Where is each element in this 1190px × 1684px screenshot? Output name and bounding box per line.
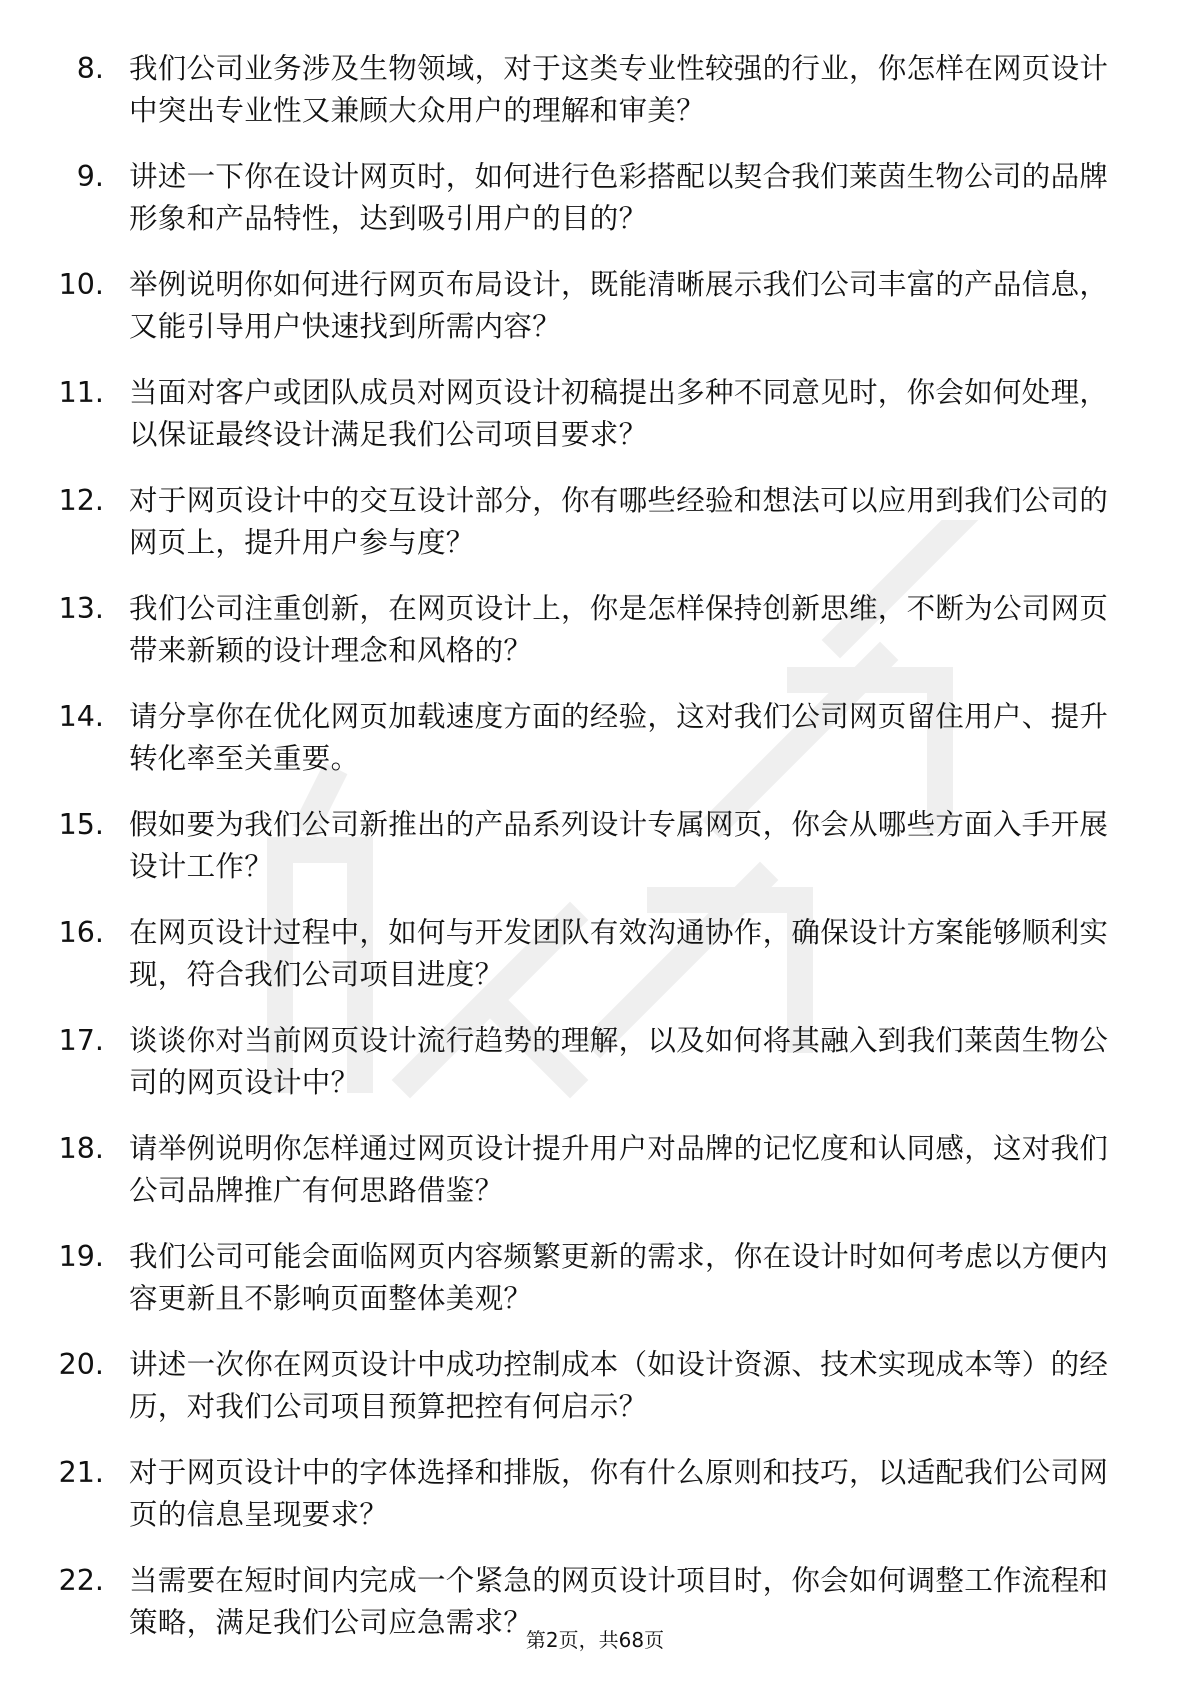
question-item <box>0 156 1190 264</box>
question-text: 请举例说明你怎样通过网页设计提升用户对品牌的记忆度和认同感，这对我们公司品牌推广有何思路借鉴？ <box>129 1132 1109 1207</box>
question-item <box>0 696 1190 804</box>
question-text: 我们公司可能会面临网页内容频繁更新的需求，你在设计时如何考虑以方便内容更新且不影响页面整体美观？ <box>129 1240 1109 1315</box>
question-number: 16. <box>58 916 104 949</box>
question-number: 20. <box>58 1348 104 1381</box>
question-item <box>0 804 1190 912</box>
question-item <box>0 480 1190 588</box>
question-item <box>0 264 1190 372</box>
question-list <box>0 48 1190 1668</box>
question-number: 14. <box>58 700 104 733</box>
question-item <box>0 1452 1190 1560</box>
question-item <box>0 912 1190 1020</box>
question-text: 在网页设计过程中，如何与开发团队有效沟通协作，确保设计方案能够顺利实现，符合我们公司项目进度？ <box>129 916 1109 991</box>
question-number: 22. <box>58 1564 104 1597</box>
question-number: 11. <box>58 376 104 409</box>
question-item <box>0 1344 1190 1452</box>
question-text: 讲述一下你在设计网页时，如何进行色彩搭配以契合我们莱茵生物公司的品牌形象和产品特性，达到吸引用户的目的？ <box>129 160 1109 235</box>
question-number: 12. <box>58 484 104 517</box>
question-number: 8. <box>76 52 104 85</box>
question-text: 我们公司注重创新，在网页设计上，你是怎样保持创新思维，不断为公司网页带来新颖的设计理念和风格的？ <box>129 592 1109 667</box>
question-text: 举例说明你如何进行网页布局设计，既能清晰展示我们公司丰富的产品信息，又能引导用户快速找到所需内容？ <box>129 268 1109 343</box>
question-number: 19. <box>58 1240 104 1273</box>
question-item <box>0 1236 1190 1344</box>
question-item <box>0 48 1190 156</box>
question-number: 21. <box>58 1456 104 1489</box>
page-number: 第2页，共68页 <box>525 1628 665 1652</box>
question-text: 当面对客户或团队成员对网页设计初稿提出多种不同意见时，你会如何处理，以保证最终设计满足我们公司项目要求？ <box>129 376 1109 451</box>
question-item <box>0 588 1190 696</box>
question-number: 10. <box>58 268 104 301</box>
question-number: 9. <box>76 160 104 193</box>
question-item <box>0 1128 1190 1236</box>
question-text: 我们公司业务涉及生物领域，对于这类专业性较强的行业，你怎样在网页设计中突出专业性又兼顾大众用户的理解和审美？ <box>129 52 1109 127</box>
question-text: 当需要在短时间内完成一个紧急的网页设计项目时，你会如何调整工作流程和策略，满足我们公司应急需求？ <box>129 1564 1109 1639</box>
question-text: 讲述一次你在网页设计中成功控制成本（如设计资源、技术实现成本等）的经历，对我们公司项目预算把控有何启示？ <box>129 1348 1109 1423</box>
question-text: 谈谈你对当前网页设计流行趋势的理解，以及如何将其融入到我们莱茵生物公司的网页设计中？ <box>129 1024 1109 1099</box>
question-text: 假如要为我们公司新推出的产品系列设计专属网页，你会从哪些方面入手开展设计工作？ <box>129 808 1109 883</box>
question-number: 13. <box>58 592 104 625</box>
question-text: 对于网页设计中的字体选择和排版，你有什么原则和技巧，以适配我们公司网页的信息呈现要求？ <box>129 1456 1109 1531</box>
question-item <box>0 372 1190 480</box>
question-number: 15. <box>58 808 104 841</box>
question-number: 18. <box>58 1132 104 1165</box>
question-text: 对于网页设计中的交互设计部分，你有哪些经验和想法可以应用到我们公司的网页上，提升用户参与度？ <box>129 484 1109 559</box>
question-text: 请分享你在优化网页加载速度方面的经验，这对我们公司网页留住用户、提升转化率至关重要。 <box>129 700 1109 775</box>
question-number: 17. <box>58 1024 104 1057</box>
question-item <box>0 1020 1190 1128</box>
